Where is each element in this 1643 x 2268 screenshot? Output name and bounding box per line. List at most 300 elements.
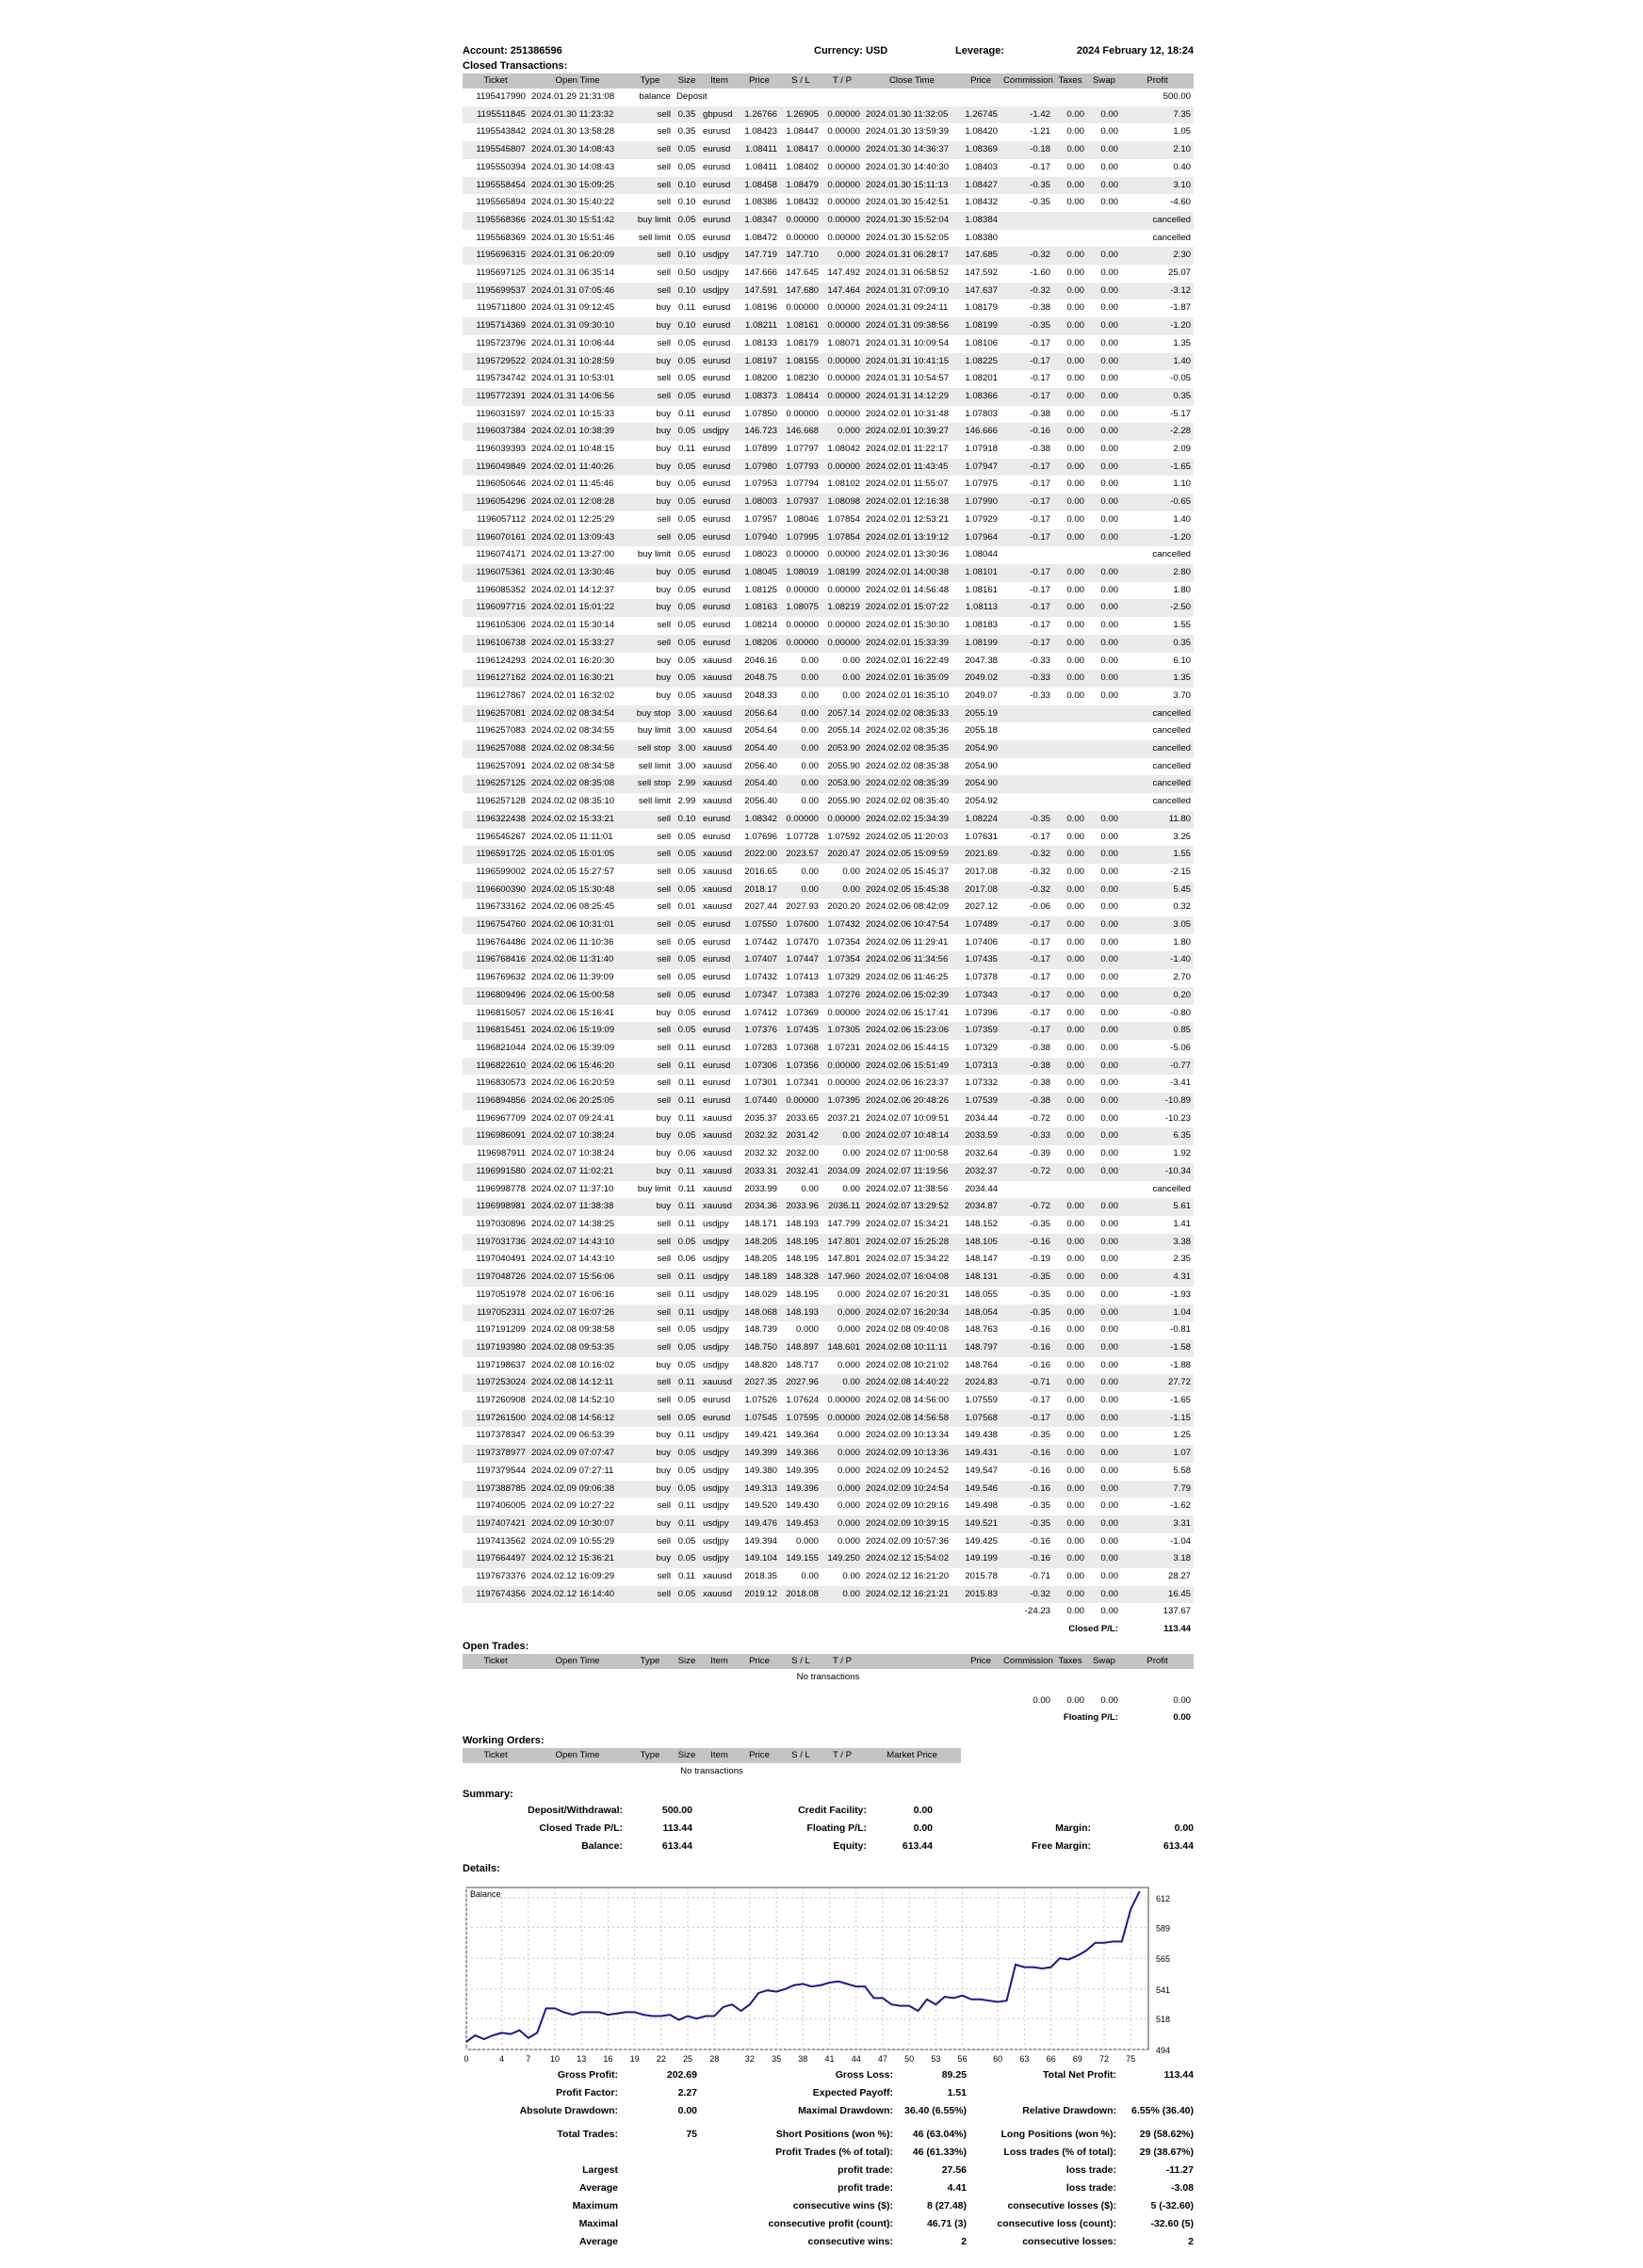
table-row	[463, 265, 1194, 283]
cell-57-13: -10.89	[1121, 1093, 1194, 1110]
cell-48-5: 1.07442	[744, 936, 777, 948]
cell-16-4: eurusd	[703, 373, 731, 384]
cell-85-13: 16.45	[1121, 1586, 1194, 1604]
cell-33-7: 0.00	[822, 670, 863, 688]
cell-35-0: 1196257081	[463, 705, 529, 723]
cell-15-7: 0.00000	[822, 353, 863, 371]
cell-44-4: xauusd	[703, 866, 732, 877]
chart-x-tick: 56	[957, 2053, 968, 2064]
cell-5-11: 0.00	[1053, 177, 1087, 195]
cell-59-1: 2024.02.07 10:38:24	[529, 1127, 626, 1145]
table-row	[463, 1586, 1194, 1604]
cell-65-1: 2024.02.07 14:43:10	[529, 1234, 626, 1252]
closed-transactions-title: Closed Transactions:	[463, 60, 568, 72]
cell-10-4: usdjpy	[703, 267, 729, 279]
cell-35-5: 2056.64	[739, 705, 780, 723]
table-row	[463, 1481, 1194, 1498]
cell-60-5: 2032.32	[744, 1148, 777, 1159]
cell-29-10: -0.17	[1000, 599, 1053, 617]
cell-38-3: 3.00	[677, 760, 696, 771]
cell-38-1: 2024.02.02 08:34:58	[531, 760, 615, 771]
cell-61-6: 2032.41	[780, 1163, 822, 1181]
cell-37-4: xauusd	[700, 740, 739, 758]
table-row	[463, 1022, 1194, 1040]
cell-61-1: 2024.02.07 11:02:21	[529, 1163, 626, 1181]
cell-57-7: 1.07395	[822, 1093, 863, 1110]
cell-34-6: 0.00	[801, 689, 819, 701]
cell-63-2: buy	[626, 1198, 674, 1216]
cell-78-9: 149.547	[965, 1465, 998, 1476]
cell-40-3: 2.99	[677, 796, 696, 807]
cell-18-3: 0.11	[678, 408, 695, 419]
cell-67-2: sell	[626, 1269, 674, 1287]
cell-48-2: sell	[657, 936, 671, 948]
cell-67-5: 148.189	[739, 1269, 780, 1287]
cell-47-5: 1.07550	[739, 916, 780, 934]
cell-63-13: 5.61	[1121, 1198, 1194, 1216]
cell-72-1: 2024.02.08 10:16:02	[531, 1359, 615, 1370]
open-total-commission: 0.00	[1033, 1694, 1050, 1706]
table-row	[463, 141, 1194, 159]
cell-62-9: 2034.44	[965, 1183, 998, 1194]
cell-68-11: 0.00	[1066, 1288, 1084, 1300]
cell-48-8: 2024.02.06 11:29:41	[866, 936, 949, 948]
cell-24-3: 0.05	[677, 513, 696, 525]
cell-34-4: xauusd	[703, 689, 732, 701]
cell-26-4: eurusd	[703, 549, 731, 560]
cell-27-10: -0.17	[1000, 564, 1053, 582]
cell-3-6: 1.08417	[780, 141, 822, 159]
cell-12-1: 2024.01.31 09:12:45	[531, 302, 615, 314]
cell-27-13: 2.80	[1121, 564, 1194, 582]
cell-39-7: 2053.90	[822, 775, 863, 793]
cell-7-4: eurusd	[700, 212, 739, 230]
cell-74-1: 2024.02.08 14:52:10	[531, 1395, 615, 1406]
margin-label: Margin:	[1055, 1822, 1091, 1834]
cell-45-8: 2024.02.05 15:45:38	[863, 882, 961, 899]
cell-11-9: 147.637	[961, 283, 1000, 300]
cell-7-8: 2024.01.30 15:52:04	[863, 212, 961, 230]
cell-21-4: eurusd	[700, 459, 739, 477]
cell-18-8: 2024.02.01 10:31:48	[866, 408, 950, 419]
average-loss-label: loss trade:	[1066, 2181, 1116, 2194]
cell-41-3: 0.10	[674, 811, 700, 829]
cell-42-7: 1.07592	[827, 831, 860, 842]
cell-8-6: 0.00000	[786, 232, 819, 243]
cell-76-3: 0.11	[678, 1430, 695, 1441]
open-trades-table	[463, 1654, 1194, 1727]
cell-50-8: 2024.02.06 11:46:25	[866, 972, 949, 983]
cell-40-6: 0.00	[801, 796, 819, 807]
cell-39-9: 2054.90	[961, 775, 1000, 793]
cell-82-3: 0.05	[677, 1535, 696, 1547]
total-taxes: 0.00	[1066, 1606, 1084, 1617]
table-row	[463, 159, 1194, 177]
cell-35-2: buy stop	[626, 705, 674, 723]
cell-39-1: 2024.02.02 08:35:08	[529, 775, 626, 793]
cell-40-0: 1196257128	[476, 796, 526, 807]
table-row	[463, 722, 1194, 740]
cell-14-8: 2024.01.31 10:09:54	[866, 337, 950, 348]
cell-82-0: 1197413562	[476, 1535, 526, 1547]
cell-34-5: 2048.33	[744, 689, 777, 701]
cell-55-12: 0.00	[1087, 1058, 1121, 1076]
chart-x-tick: 53	[931, 2053, 941, 2064]
table-row	[463, 476, 1194, 494]
account-currency: Currency: USD	[814, 45, 888, 57]
expected-payoff-label: Expected Payoff:	[812, 2086, 893, 2098]
working-col-0: Ticket	[463, 1748, 529, 1763]
table-row	[463, 1321, 1194, 1339]
open-col-6: S / L	[780, 1654, 822, 1669]
cell-7-6: 0.00000	[780, 212, 822, 230]
cell-43-12: 0.00	[1087, 846, 1121, 864]
open-total-swap: 0.00	[1100, 1694, 1118, 1706]
closed-trade-pl-value: 113.44	[662, 1822, 692, 1834]
chart-x-tick: 75	[1126, 2053, 1136, 2064]
cell-71-9: 148.797	[961, 1339, 1000, 1357]
cell-70-7: 0.000	[837, 1324, 860, 1336]
cell-33-2: buy	[626, 670, 674, 688]
cell-59-5: 2032.32	[739, 1127, 780, 1145]
cell-6-7: 0.00000	[827, 197, 860, 208]
cell-47-0: 1196754760	[463, 916, 529, 934]
cell-46-9: 2027.12	[965, 901, 998, 913]
working-col-5: Price	[739, 1748, 780, 1763]
cell-83-8: 2024.02.12 15:54:02	[863, 1550, 961, 1568]
table-row	[463, 546, 1194, 564]
cell-7-0: 1195568366	[463, 212, 529, 230]
cell-73-12: 0.00	[1087, 1374, 1121, 1392]
table-row	[463, 1145, 1194, 1163]
cell-6-0: 1195565894	[476, 197, 526, 208]
cell-82-2: sell	[657, 1535, 671, 1547]
cell-44-13: -2.15	[1170, 866, 1191, 877]
cell-10-11: 0.00	[1066, 267, 1084, 279]
cell-72-9: 148.764	[965, 1359, 998, 1370]
cell-7-2: buy limit	[626, 212, 674, 230]
table-row	[463, 1216, 1194, 1234]
cell-38-12	[1087, 758, 1121, 776]
cell-37-11	[1053, 740, 1087, 758]
cell-31-5: 1.08206	[739, 635, 780, 653]
cell-21-13: -1.65	[1121, 459, 1194, 477]
cell-69-10: -0.35	[1000, 1304, 1053, 1322]
cell-61-12: 0.00	[1087, 1163, 1121, 1181]
cell-48-9: 1.07406	[965, 936, 998, 948]
cell-32-10: -0.33	[1030, 655, 1050, 666]
cell-72-0: 1197198637	[476, 1359, 526, 1370]
cell-40-10	[1000, 793, 1053, 811]
cell-44-6: 0.00	[801, 866, 819, 877]
cell-16-8: 2024.01.31 10:54:57	[866, 373, 950, 384]
cell-14-12: 0.00	[1100, 337, 1118, 348]
cell-79-3: 0.05	[674, 1481, 700, 1498]
cell-58-11: 0.00	[1066, 1112, 1084, 1124]
table-row	[463, 1374, 1194, 1392]
cell-15-1: 2024.01.31 10:28:59	[529, 353, 626, 371]
cell-84-11: 0.00	[1066, 1571, 1084, 1582]
cell-70-13: -0.81	[1170, 1324, 1191, 1336]
floating-pl-label: Floating P/L:	[1063, 1712, 1118, 1724]
cell-13-12: 0.00	[1087, 317, 1121, 335]
cell-54-6: 1.07368	[786, 1042, 819, 1053]
cell-37-13: cancelled	[1121, 740, 1194, 758]
cell-41-1: 2024.02.02 15:33:21	[529, 811, 626, 829]
working-header-row	[463, 1748, 1194, 1763]
table-row	[463, 1287, 1194, 1304]
cell-40-1: 2024.02.02 08:35:10	[531, 796, 615, 807]
cell-65-12: 0.00	[1087, 1234, 1121, 1252]
cell-69-0: 1197052311	[463, 1304, 529, 1322]
cell-75-6: 1.07595	[780, 1410, 822, 1428]
cell-14-5: 1.08133	[744, 337, 777, 348]
cell-24-9: 1.07929	[965, 513, 998, 525]
cell-42-9: 1.07631	[965, 831, 998, 842]
cell-29-9: 1.08113	[961, 599, 1000, 617]
cell-49-6: 1.07447	[780, 951, 822, 969]
cell-56-5: 1.07301	[744, 1077, 777, 1089]
cell-64-2: sell	[657, 1219, 671, 1229]
cell-76-13: 1.25	[1173, 1430, 1191, 1441]
cell-60-6: 2032.00	[786, 1148, 819, 1159]
cell-7-1: 2024.01.30 15:51:42	[529, 212, 626, 230]
cell-66-9: 148.147	[965, 1254, 998, 1265]
cell-23-9: 1.07990	[961, 494, 1000, 511]
table-row	[463, 846, 1194, 864]
cell-60-0: 1196987911	[477, 1148, 526, 1159]
cell-58-12: 0.00	[1100, 1112, 1118, 1124]
cell-8-10	[1000, 230, 1053, 248]
cell-48-3: 0.05	[677, 936, 696, 948]
table-row	[463, 617, 1194, 635]
cell-49-3: 0.05	[674, 951, 700, 969]
cell-28-11: 0.00	[1066, 584, 1084, 595]
cell-37-8: 2024.02.02 08:35:35	[863, 740, 961, 758]
cell-78-13: 5.58	[1173, 1465, 1191, 1476]
cell-5-6: 1.08479	[780, 177, 822, 195]
cell-51-3: 0.05	[674, 987, 700, 1005]
closed-col-9: Price	[961, 73, 1000, 89]
avg-cons-wins-label: consecutive wins:	[807, 2235, 893, 2247]
cell-19-3: 0.05	[674, 423, 700, 441]
cell-41-9: 1.08224	[961, 811, 1000, 829]
cell-39-2: sell stop	[626, 775, 674, 793]
cell-78-3: 0.05	[677, 1465, 696, 1476]
cell-71-3: 0.05	[674, 1339, 700, 1357]
cell-44-0: 1196599002	[476, 866, 526, 877]
cell-38-6: 0.00	[801, 760, 819, 771]
cell-3-9: 1.08369	[961, 141, 1000, 159]
cell-15-11: 0.00	[1053, 353, 1087, 371]
cell-36-10	[1000, 722, 1053, 740]
cell-42-8: 2024.02.05 11:20:03	[866, 831, 949, 842]
cell-25-0: 1196070161	[463, 529, 529, 547]
cell-81-13: 3.31	[1121, 1515, 1194, 1533]
cell-80-4: usdjpy	[703, 1500, 729, 1512]
cell-46-4: xauusd	[703, 901, 732, 913]
cell-67-13: 4.31	[1121, 1269, 1194, 1287]
cell-33-13: 1.35	[1121, 670, 1194, 688]
cell-74-10: -0.17	[1030, 1395, 1050, 1406]
cell-12-8: 2024.01.31 09:24:11	[866, 302, 949, 314]
cell-3-8: 2024.01.30 14:36:37	[863, 141, 961, 159]
cell-36-2: buy limit	[637, 725, 671, 737]
summary-title: Summary:	[463, 1788, 513, 1800]
cell-37-7: 2053.90	[822, 740, 863, 758]
cell-75-11: 0.00	[1053, 1410, 1087, 1428]
cell-30-7: 0.00000	[827, 620, 860, 631]
cell-69-9: 148.054	[961, 1304, 1000, 1322]
cell-9-2: sell	[626, 247, 674, 265]
cell-14-3: 0.05	[677, 337, 696, 348]
cell-79-12: 0.00	[1087, 1481, 1121, 1498]
cell-30-2: sell	[657, 620, 671, 631]
chart-y-tick: 518	[1156, 2014, 1171, 2024]
cell-62-7: 0.00	[842, 1183, 860, 1194]
cell-62-3: 0.11	[678, 1183, 695, 1194]
cell-63-4: xauusd	[700, 1198, 739, 1216]
cell-70-6: 0.000	[795, 1324, 819, 1336]
cell-9-1: 2024.01.31 06:20:09	[529, 247, 626, 265]
cell-78-11: 0.00	[1066, 1465, 1084, 1476]
cell-35-3: 3.00	[674, 705, 700, 723]
cell-43-6: 2023.57	[780, 846, 822, 864]
open-total-profit: 0.00	[1173, 1694, 1191, 1706]
cell-30-3: 0.05	[677, 620, 696, 631]
closed-rows	[463, 89, 1194, 1603]
working-col-4: Item	[700, 1748, 739, 1763]
cell-52-11: 0.00	[1066, 1007, 1084, 1018]
cell-68-3: 0.11	[678, 1288, 695, 1300]
cell-71-2: sell	[626, 1339, 674, 1357]
cell-56-2: sell	[657, 1077, 671, 1089]
cell-12-7: 0.00000	[827, 302, 860, 314]
cell-54-12: 0.00	[1100, 1042, 1118, 1053]
cell-51-11: 0.00	[1053, 987, 1087, 1005]
cell-84-7: 0.00	[842, 1571, 860, 1582]
cell-82-11: 0.00	[1066, 1535, 1084, 1547]
cell-57-6: 0.00000	[780, 1093, 822, 1110]
cell-65-7: 147.801	[822, 1234, 863, 1252]
cell-54-3: 0.11	[678, 1042, 695, 1053]
cell-38-9: 2054.90	[965, 760, 998, 771]
cell-20-1: 2024.02.01 10:48:15	[531, 444, 615, 455]
table-row	[463, 934, 1194, 952]
table-row	[463, 459, 1194, 477]
cell-64-13: 1.41	[1173, 1219, 1191, 1229]
table-row	[463, 653, 1194, 671]
cell-12-6: 0.00000	[786, 302, 819, 314]
cell-33-11: 0.00	[1053, 670, 1087, 688]
cell-34-0: 1196127867	[476, 689, 526, 701]
cell-4-12: 0.00	[1100, 161, 1118, 172]
cell-6-2: sell	[657, 197, 671, 208]
cell-41-12: 0.00	[1087, 811, 1121, 829]
cell-82-13: -1.04	[1170, 1535, 1191, 1547]
chart-x-tick: 47	[877, 2053, 887, 2064]
cell-33-6: 0.00	[780, 670, 822, 688]
cell-35-10	[1000, 705, 1053, 723]
cell-32-7: 0.00	[842, 655, 860, 666]
cell-62-12	[1087, 1181, 1121, 1199]
cell-65-8: 2024.02.07 15:25:28	[863, 1234, 961, 1252]
cell-25-5: 1.07940	[739, 529, 780, 547]
open-totals-row	[463, 1693, 1194, 1710]
table-row	[463, 1304, 1194, 1322]
cell-76-7: 0.000	[837, 1430, 860, 1441]
cell-83-0: 1197664497	[463, 1550, 529, 1568]
cell-85-4: xauusd	[700, 1586, 739, 1604]
cell-81-10: -0.35	[1000, 1515, 1053, 1533]
cell-32-11: 0.00	[1066, 655, 1084, 666]
cell-67-0: 1197048726	[463, 1269, 529, 1287]
cell-17-5: 1.08373	[739, 388, 780, 406]
table-row	[463, 670, 1194, 688]
cell-85-10: -0.32	[1000, 1586, 1053, 1604]
cell-77-5: 149.399	[739, 1445, 780, 1463]
cell-10-8: 2024.01.31 06:58:52	[866, 267, 950, 279]
cell-25-11: 0.00	[1053, 529, 1087, 547]
cell-48-1: 2024.02.06 11:10:36	[531, 936, 614, 948]
cell-45-3: 0.05	[674, 882, 700, 899]
cell-45-12: 0.00	[1087, 882, 1121, 899]
cell-23-11: 0.00	[1053, 494, 1087, 511]
cell-46-0: 1196733162	[476, 901, 526, 913]
cell-76-1: 2024.02.09 06:53:39	[531, 1430, 615, 1441]
cell-1-7: 0.00000	[822, 106, 863, 124]
cell-35-4: xauusd	[700, 705, 739, 723]
cell-84-6: 0.00	[801, 1571, 819, 1582]
cell-56-1: 2024.02.06 16:20:59	[531, 1077, 615, 1089]
cell-45-0: 1196600390	[463, 882, 529, 899]
cell-65-4: usdjpy	[700, 1234, 739, 1252]
cell-23-2: buy	[626, 494, 674, 511]
cell-22-1: 2024.02.01 11:45:46	[531, 478, 614, 490]
cell-80-8: 2024.02.09 10:29:16	[866, 1500, 950, 1512]
details-grid	[463, 2066, 1194, 2251]
cell-45-10: -0.32	[1000, 882, 1053, 899]
cell-63-9: 2034.87	[961, 1198, 1000, 1216]
cell-10-10: -1.60	[1030, 267, 1050, 279]
working-no-transactions: No transactions	[680, 1765, 743, 1776]
cell-27-9: 1.08101	[961, 564, 1000, 582]
cell-49-11: 0.00	[1053, 951, 1087, 969]
cell-49-7: 1.07354	[822, 951, 863, 969]
cell-30-10: -0.17	[1030, 620, 1050, 631]
cell-69-12: 0.00	[1087, 1304, 1121, 1322]
cell-85-9: 2015.83	[961, 1586, 1000, 1604]
cell-63-0: 1196998981	[463, 1198, 529, 1216]
cell-20-12: 0.00	[1100, 444, 1118, 455]
cell-83-2: buy	[626, 1550, 674, 1568]
cell-47-11: 0.00	[1053, 916, 1087, 934]
cell-6-9: 1.08432	[965, 197, 998, 208]
cell-13-9: 1.08199	[961, 317, 1000, 335]
table-row	[463, 1445, 1194, 1463]
cell-81-7: 0.000	[822, 1515, 863, 1533]
cell-55-7: 0.00000	[822, 1058, 863, 1076]
cell-71-6: 148.897	[780, 1339, 822, 1357]
cell-66-8: 2024.02.07 15:34:22	[866, 1254, 950, 1265]
cell-27-4: eurusd	[700, 564, 739, 582]
cell-37-12	[1087, 740, 1121, 758]
cell-63-6: 2033.96	[780, 1198, 822, 1216]
cell-49-5: 1.07407	[739, 951, 780, 969]
cell-67-3: 0.11	[674, 1269, 700, 1287]
cell-3-1: 2024.01.30 14:08:43	[529, 141, 626, 159]
cell-12-3: 0.11	[678, 302, 695, 314]
